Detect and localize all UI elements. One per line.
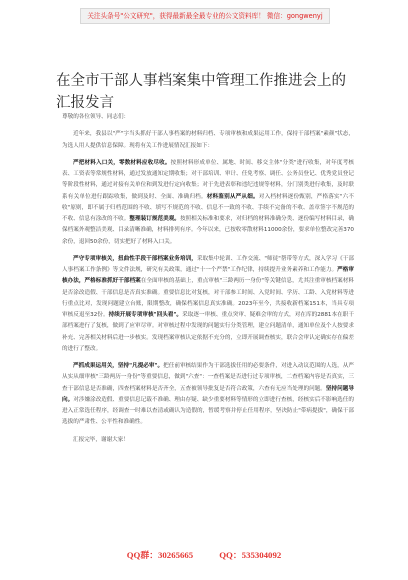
section-3-lead: 严抓成果运用关，坚持"凡提必审"。 — [73, 363, 164, 369]
closing-line: 汇报完毕，谢谢大家！ — [73, 436, 129, 443]
footer-contact — [0, 548, 408, 561]
section-2-paragraph — [62, 254, 354, 355]
section-2-text-2: 在全面审核的基础上，重点审核"三龄两历一身份"等关键信息，尤其注重审核档案材料是否涂改造假、干部信息是否真实准确。重要信息比对复核，对干部参工时间、入党时间、学历、工龄、入党材料等进行重点比对，发现问题建立台账，限期整改，确保档案信息真实准确。2023年至今，共接收新档案151本，当具专项审核反退至32份。 — [62, 278, 354, 318]
section-2-lead-3: 持续开展专项审核"回头看"。 — [108, 312, 183, 318]
section-2-lead-2: 严格审核办法，严格标准抓好干部档案 — [62, 267, 354, 285]
section-2-lead: 严守专项审核关，扭曲性手段干部档案业务培训， — [73, 255, 197, 262]
section-1-text: 按照材料形成单位、属地、时间、移交主体"分类"进行收集，对年度考核表、工资表等常规性材料，通过发放通知定期收集；对干部培训、审计、任免考察、调任、公务员登记、优秀党员登记等阶段性材料，通过对接有关单位和到发进行定向收集；对于先进表彰和违纪违规等材料，分门别类进行收集，及时联系有关单位进行跟踪收集，做到及时、全面、准确归档。 — [62, 159, 354, 200]
section-1-lead-3: 整理装订规范美观。 — [129, 216, 180, 222]
section-3-lead-2: 坚持问题导向。 — [62, 385, 354, 403]
section-1-text-3: 按照相关标准和要求，对归档的材料准确分类、逐份编写材料目录，确保档案外观整洁美观、目录清晰准确，材料排列有序。今年以来，已按收零散材料11000余份，要求单位整改完善370余份，退回50余份，切实把好了材料入口关。 — [62, 216, 354, 245]
document-title: 在全市干部人事档案集中管理工作推进会上的汇报发言 — [56, 73, 346, 111]
footer-qq-group: QQ群：30265665 — [126, 550, 194, 560]
section-1-lead-2: 材料鉴别从严从细。 — [206, 193, 259, 200]
top-banner: 关注头条号"公文研究"，获得最新最全最专业的公文资料库！ 微信：gongwenyj — [80, 8, 330, 24]
section-1-lead: 严把材料入口关，零数材料应收尽收。 — [73, 159, 171, 166]
section-2-text-3: 采取逐一审核、重点突审、疑难会审的方式，对在库的2881本在职干部档案进行了复核，做到了应审尽审。对审核过程中发现的问题实行分类管理，建立问题清单，通知单位及个人按要求补充、完善相关材料后进一步核实。发现档案审核认定依据不充分的，立即开展调查核实，联合会审认定确实存在偏差的进行了整改。 — [62, 312, 354, 352]
intro-paragraph: 近年来，我县以"严"字当头抓好干部人事档案的材料归档、专项审核和成果运用工作，保持干部档案"素颜"状态，为选人用人提供信息保障。现将有关工作进展情况汇报如下： — [62, 131, 354, 149]
section-1-text-2: 对入档材料逐份甄别，严格落实"六不收"原则，即不属于归档范围的不收、填写不规范的不收、信息不一致的不收、手续不完备的不收、盖章签字不规范的不收、信息有涂改的不收。 — [62, 193, 354, 222]
section-3-paragraph — [62, 361, 354, 429]
document-body — [62, 112, 354, 446]
section-2-text: 采取集中轮训、工作交流、"师徒"帮带等方式，深入学习《干部人事档案工作条例》等文件法规，研究有关政策，通过"十一个严禁"工作纪律，持续提升业务素养和工作能力。 — [62, 255, 354, 273]
section-1-paragraph — [62, 158, 354, 248]
footer-qq: QQ：535304092 — [219, 550, 282, 560]
section-3-text: 把任前审核结果作为干部选拔任用的必要条件，对进入动议范围的人选，从严从实从细审核"三龄两历一身份"等重要信息，做到"六查"：一查档案是否进行过专项审核，二查档案内容是否真实，三查干部信息是否准确，四查档案材料是否齐全，五查被领导批复是否符合政策，六查有无应当处理的问题。 — [62, 363, 354, 392]
section-3-text-2: 对涉嫌涂改造假、重要信息记载不准确、理由存疑、缺少重要材料等情形的立即进行查核，经核实后不影响选任的进入正常选任程序，经调查一时难以查清或确认为造假的，暂缓考察并停止任用程序，坚决防止"带病提拔"，确保干部选拔的严肃性、公平性和准确性。 — [62, 396, 354, 426]
salutation: 尊敬的各位领导、同志们： — [62, 114, 130, 120]
